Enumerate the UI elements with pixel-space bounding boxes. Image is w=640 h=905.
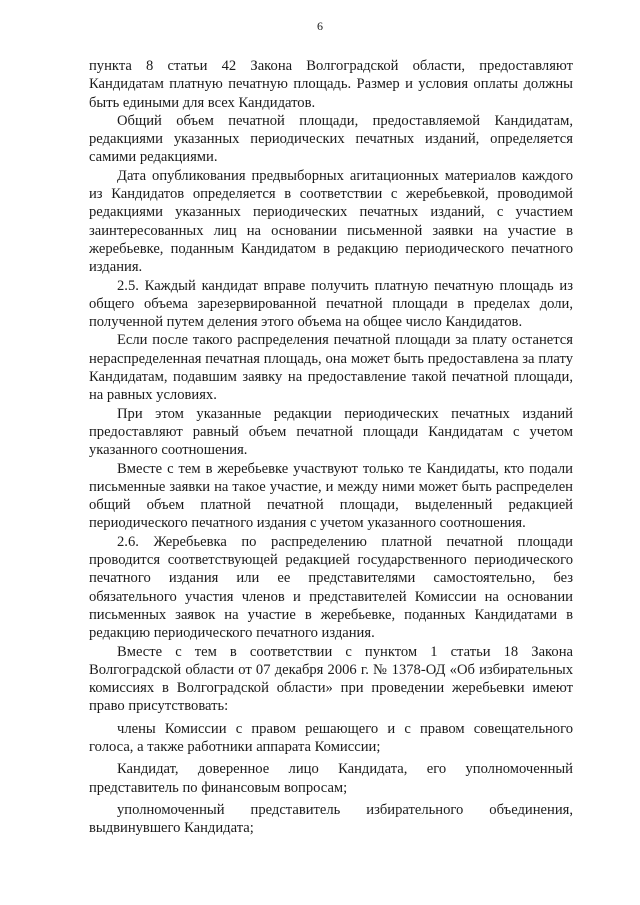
- paragraph-12: уполномоченный представитель избирательного объединения, выдвинувшего Кандидата;: [89, 801, 573, 837]
- paragraph-8: 2.6. Жеребьевка по распределению платной печатной площади проводится соответствующей редакцией государственного периодического печатного издания или ее представителями самостоятельно, без обязательного участия членов и представителей Комиссии на основании письменных заявок на участие в жеребьевке, поданных Кандидатами в редакцию периодического печатного издания.: [89, 533, 573, 642]
- paragraph-5: Если после такого распределения печатной площади за плату останется нераспределенная печатная площадь, она может быть предоставлена за плату Кандидатам, подавшим заявку на предоставление такой печатной площади, на равных условиях.: [89, 332, 573, 404]
- page-number: 6: [317, 19, 323, 33]
- paragraph-4: 2.5. Каждый кандидат вправе получить платную печатную площадь из общего объема зарезервированной печатной площади в пределах доли, полученной путем деления этого объема на общее число Кандидатов.: [89, 277, 573, 331]
- paragraph-1: пункта 8 статьи 42 Закона Волгоградской области, предоставляют Кандидатам платную печатную площадь. Размер и условия оплаты должны быть едиными для всех Кандидатов.: [89, 58, 573, 111]
- paragraph-11: Кандидат, доверенное лицо Кандидата, его уполномоченный представитель по финансовым вопросам;: [89, 761, 573, 796]
- document-body: [89, 57, 573, 837]
- paragraph-9: Вместе с тем в соответствии с пунктом 1 статьи 18 Закона Волгоградской области от 07 декабря 2006 г. № 1378-ОД «Об избирательных комиссиях в Волгоградской области» при проведении жеребьевки имеют право присутствовать:: [89, 643, 573, 715]
- paragraph-6: При этом указанные редакции периодических печатных изданий предоставляют равный объем печатной площади Кандидатам с учетом указанного соотношения.: [89, 405, 573, 459]
- paragraph-7: Вместе с тем в жеребьевке участвуют только те Кандидаты, кто подали письменные заявки на такое участие, и между ними может быть распределен общий объем платной печатной площади, выделенный редакцией периодического печатного издания с учетом указанного соотношения.: [89, 460, 573, 532]
- paragraph-10: члены Комиссии с правом решающего и с правом совещательного голоса, а также работники аппарата Комиссии;: [89, 720, 573, 755]
- paragraph-3: Дата опубликования предвыборных агитационных материалов каждого из Кандидатов определяется в соответствии с жеребьевкой, проводимой редакциями указанных периодических печатных изданий, с участием заинтересованных лиц на основании письменной заявки на участие в жеребьевке, поданным Кандидатом в редакцию периодического печатного издания.: [89, 167, 573, 276]
- paragraph-2: Общий объем печатной площади, предоставляемой Кандидатам, редакциями указанных периодических печатных изданий, определяется самими редакциями.: [89, 112, 573, 166]
